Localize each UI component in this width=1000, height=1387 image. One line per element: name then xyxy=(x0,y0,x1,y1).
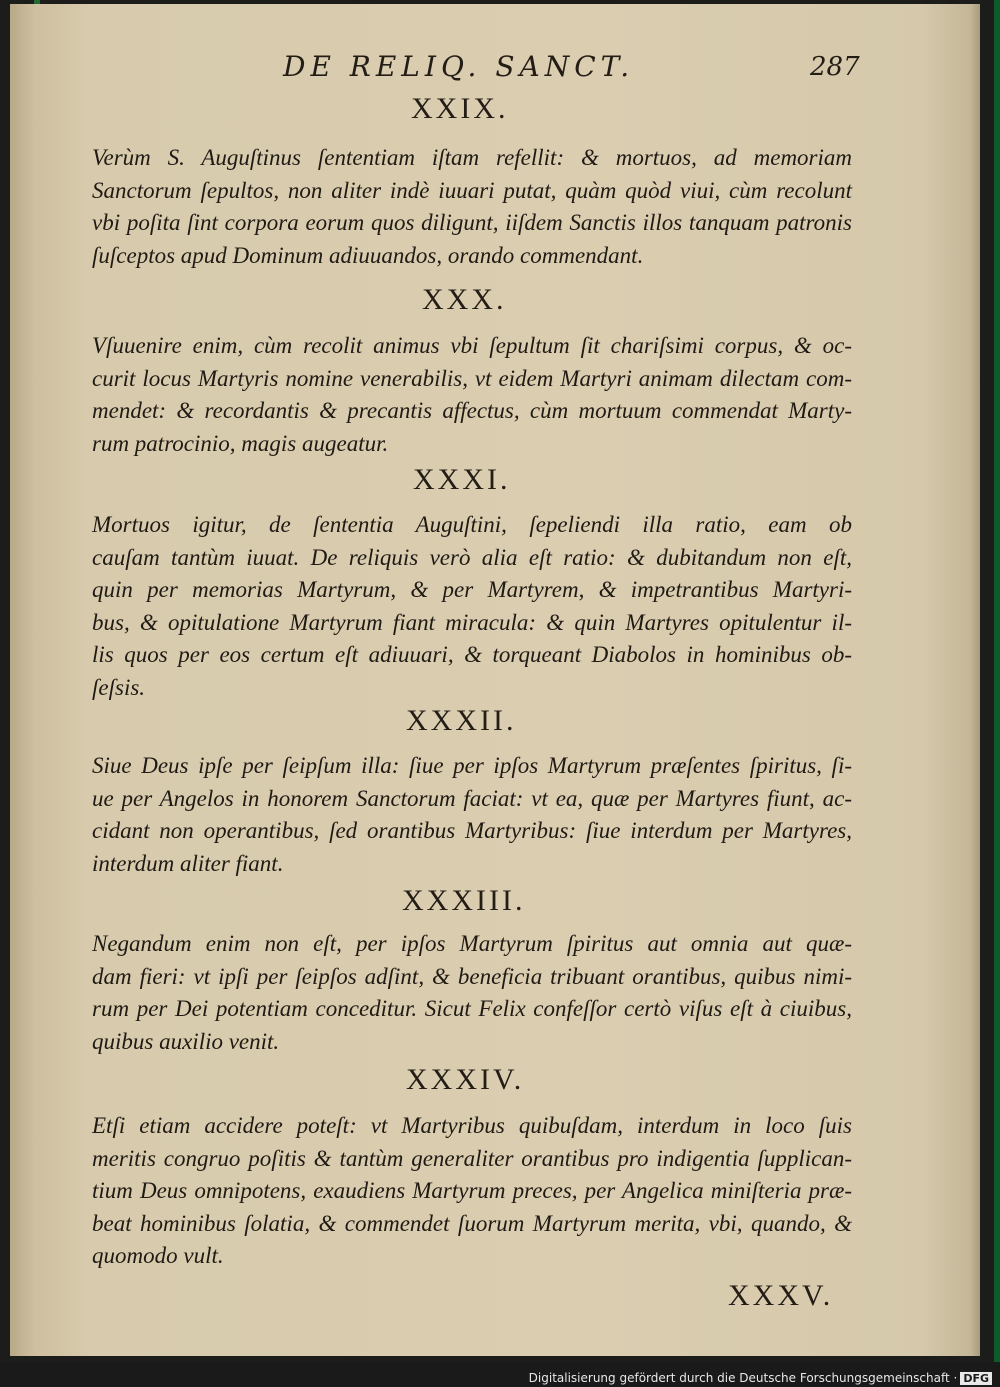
running-head: DE RELIQ. SANCT. xyxy=(283,50,635,83)
text-line: cauſam tantùm iuuat. De reliquis verò alia eſt ratio: & dubitandum non eſt, xyxy=(92,544,852,570)
text-line: cidant non operantibus, ſed orantibus Martyribus: ſiue interdum per Martyres, xyxy=(92,818,852,843)
text-line: ſuſceptos apud Dominum adiuuandos, orando commendant. xyxy=(92,242,644,268)
funding-footer xyxy=(529,1371,992,1385)
text-line: quibus auxilio venit. xyxy=(92,1028,280,1054)
text-line: dam fieri: vt ipſi per ſeipſos adſint, & beneficia tribuant orantibus, quibus nimi- xyxy=(92,963,852,989)
section-heading-xxix: XXIX. xyxy=(411,92,509,125)
text-line: bus, & opitulatione Martyrum fiant miracula: & quin Martyres opitulentur il- xyxy=(92,609,852,635)
text-line: lis quos per eos certum eſt adiuuari, & torqueant Diabolos in hominibus ob- xyxy=(92,642,852,667)
text-line: Mortuos igitur, de ſententia Auguſtini, ſepeliendi illa ratio, eam ob xyxy=(92,512,852,537)
section-heading-xxxiv: XXXIV. xyxy=(406,1063,525,1096)
text-line: tium Deus omnipotens, exaudiens Martyrum preces, per Angelica miniſteria præ- xyxy=(92,1178,852,1203)
page-number: 287 xyxy=(810,52,860,82)
text-line: quomodo vult. xyxy=(92,1243,224,1268)
section-heading-xxxii: XXXII. xyxy=(406,704,517,737)
section-paragraph-xxxii xyxy=(92,750,852,880)
section-paragraph-xxx xyxy=(92,330,852,460)
text-line: mendet: & recordantis & precantis affectus, cùm mortuum commendat Marty- xyxy=(92,398,852,423)
section-paragraph-xxxi xyxy=(92,509,852,704)
text-line: rum patrocinio, magis augeatur. xyxy=(92,430,389,456)
section-heading-xxxiii: XXXIII. xyxy=(402,884,526,917)
section-paragraph-xxxiii xyxy=(92,928,852,1058)
funding-footer-text: Digitalisierung gefördert durch die Deutsche Forschungsgemeinschaft · xyxy=(528,1371,958,1385)
text-line: curit locus Martyris nomine venerabilis, vt eidem Martyri animam dilectam com- xyxy=(92,365,852,391)
section-heading-xxx: XXX. xyxy=(422,283,507,316)
text-line: Sanctorum ſepultos, non aliter indè iuuari putat, quàm quòd viui, cùm recolunt xyxy=(92,177,852,203)
section-paragraph-xxxiv xyxy=(92,1110,852,1273)
text-line: Negandum enim non eſt, per ipſos Martyrum ſpiritus aut omnia aut quæ- xyxy=(92,931,852,956)
text-line: interdum aliter fiant. xyxy=(92,850,284,876)
text-line: Siue Deus ipſe per ſeipſum illa: ſiue per ipſos Martyrum præſentes ſpiritus, ſi- xyxy=(92,753,852,778)
text-line: beat hominibus ſolatia, & commendet ſuorum Martyrum merita, vbi, quando, & xyxy=(92,1210,852,1236)
catchword: XXXV. xyxy=(728,1279,834,1312)
text-line: rum per Dei potentiam conceditur. Sicut Felix confeſſor certò viſus eſt à ciuibus, xyxy=(92,996,852,1021)
text-line: Vſuuenire enim, cùm recolit animus vbi ſepultum ſit chariſsimi corpus, & oc- xyxy=(92,333,852,358)
text-line: quin per memorias Martyrum, & per Martyrem, & impetrantibus Martyri- xyxy=(92,577,852,602)
text-line: ſeſsis. xyxy=(92,674,146,700)
text-line: ue per Angelos in honorem Sanctorum faciat: vt ea, quæ per Martyres fiunt, ac- xyxy=(92,785,852,811)
text-line: Verùm S. Auguſtinus ſententiam iſtam refellit: & mortuos, ad memoriam xyxy=(92,145,852,170)
section-paragraph-xxix xyxy=(92,142,852,272)
dfg-logo: DFG xyxy=(960,1372,992,1385)
text-line: Etſi etiam accidere poteſt: vt Martyribus quibuſdam, interdum in loco ſuis xyxy=(92,1113,852,1138)
text-line: meritis congruo poſitis & tantùm generaliter orantibus pro indigentia ſupplican- xyxy=(92,1145,852,1171)
scan-edge-strip xyxy=(994,0,1000,1362)
text-line: vbi poſita ſint corpora eorum quos diligunt, iiſdem Sanctis illos tanquam patronis xyxy=(92,210,852,235)
section-heading-xxxi: XXXI. xyxy=(413,463,511,496)
